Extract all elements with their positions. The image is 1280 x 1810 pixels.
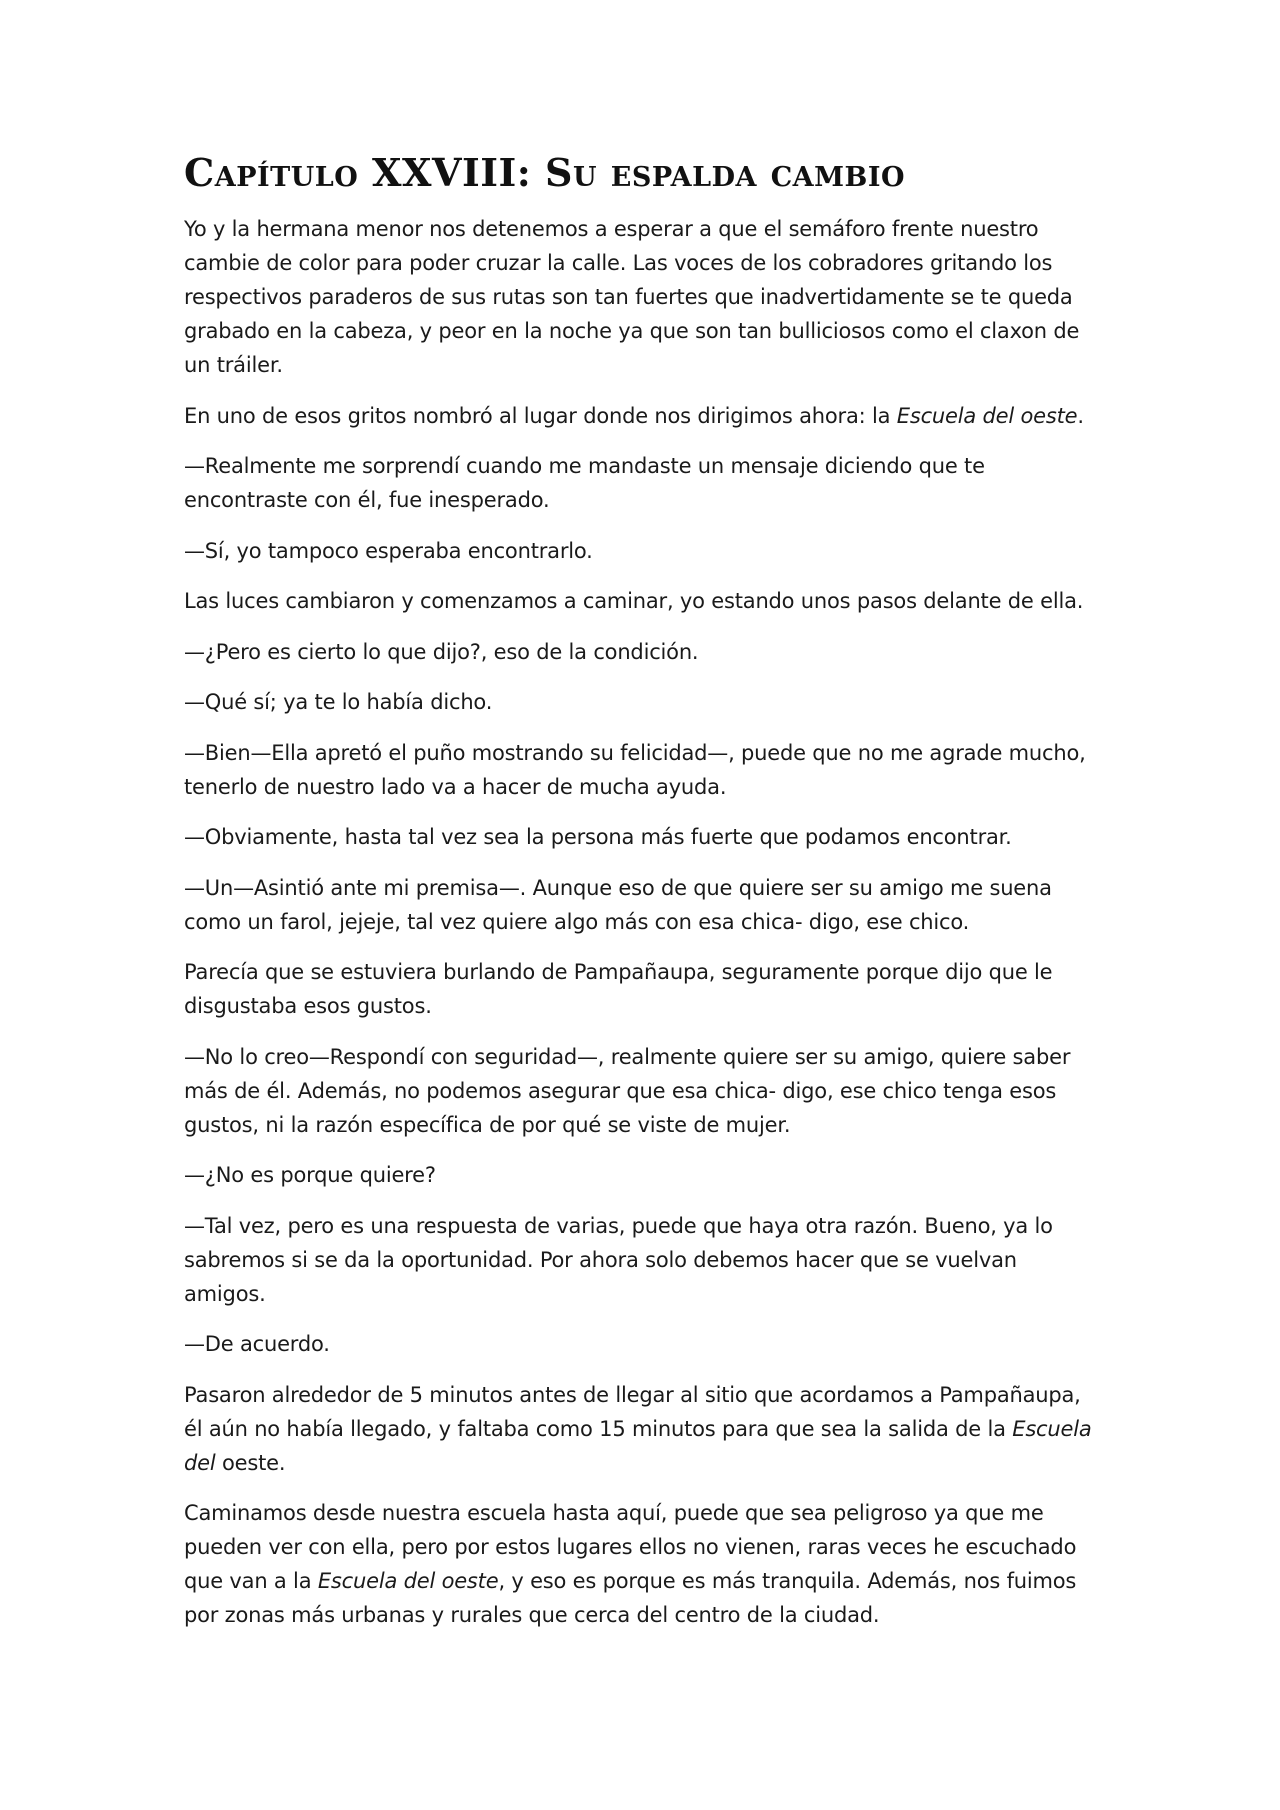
paragraph [184, 399, 1096, 433]
italic-text: Escuela del [184, 1416, 1092, 1475]
text-run: —Realmente me sorprendí cuando me mandaste un mensaje diciendo que te encontraste con él, fue inesperado. [184, 454, 985, 512]
text-run: —¿Pero es cierto lo que dijo?, eso de la condición. [184, 639, 699, 664]
text-run: —Qué sí; ya te lo había dicho. [184, 690, 493, 714]
chapter-body [184, 212, 1096, 1632]
text-run: —Bien—Ella apretó el puño mostrando su felicidad—, puede que no me agrade mucho, tenerlo de nuestro lado va a hacer de mucha ayuda. [184, 740, 1086, 799]
text-run: . [1077, 403, 1084, 428]
paragraph [184, 1040, 1096, 1142]
paragraph [184, 871, 1096, 939]
text-run: —De acuerdo. [184, 1332, 330, 1356]
text-run: —No lo creo—Respondí con seguridad—, realmente quiere ser su amigo, quiere saber más de él. Además, no podemos asegurar que esa chica- digo, ese chico tenga esos gustos, ni la razón específica de por qué se viste de mujer. [184, 1044, 1071, 1137]
italic-text: Escuela del oeste [317, 1569, 499, 1593]
paragraph [184, 212, 1096, 382]
paragraph [184, 820, 1096, 854]
paragraph [184, 534, 1096, 568]
paragraph [184, 736, 1096, 804]
text-run: oeste. [215, 1450, 286, 1475]
text-run: —Obviamente, hasta tal vez sea la persona más fuerte que podamos encontrar. [184, 825, 1012, 849]
text-run: Parecía que se estuviera burlando de Pampañaupa, seguramente porque dijo que le disgustaba esos gustos. [184, 960, 1053, 1018]
paragraph [184, 449, 1096, 517]
paragraph [184, 584, 1096, 618]
text-run: Yo y la hermana menor nos detenemos a esperar a que el semáforo frente nuestro cambie de color para poder cruzar la calle. Las voces de los cobradores gritando los respectivos paraderos de sus rutas son tan fuertes que inadvertidamente se te queda grabado en la cabeza, y peor en la noche ya que son tan bulliciosos como el claxon de un tráiler. [184, 217, 1080, 377]
text-run: , y eso es porque es más tranquila. Además, nos fuimos por zonas más urbanas y rurales que cerca del centro de la ciudad. [184, 1569, 1077, 1627]
text-run: —Tal vez, pero es una respuesta de varias, puede que haya otra razón. Bueno, ya lo sabremos si se da la oportunidad. Por ahora solo debemos hacer que se vuelvan amigos. [184, 1213, 1053, 1306]
text-run: —Sí, yo tampoco esperaba encontrarlo. [184, 538, 593, 563]
paragraph [184, 685, 1096, 719]
text-run: —¿No es porque quiere? [184, 1163, 436, 1187]
text-run: Caminamos desde nuestra escuela hasta aquí, puede que sea peligroso ya que me pueden ver con ella, pero por estos lugares ellos no vienen, raras veces he escuchado que van a la [184, 1501, 1077, 1593]
chapter-title: Capítulo XXVIII: Su espalda cambio [184, 150, 905, 195]
paragraph [184, 1158, 1096, 1192]
italic-text: Escuela del oeste [896, 403, 1078, 428]
paragraph [184, 955, 1096, 1023]
paragraph [184, 1496, 1096, 1632]
paragraph [184, 1327, 1096, 1361]
document-page [184, 150, 1096, 1649]
text-run: —Un—Asintió ante mi premisa—. Aunque eso de que quiere ser su amigo me suena como un farol, jejeje, tal vez quiere algo más con esa chica- digo, ese chico. [184, 875, 1052, 934]
paragraph [184, 1378, 1096, 1480]
text-run: Pasaron alrededor de 5 minutos antes de llegar al sitio que acordamos a Pampañaupa, él aún no había llegado, y faltaba como 15 minutos para que sea la salida de la [184, 1382, 1081, 1441]
paragraph [184, 635, 1096, 669]
paragraph [184, 1209, 1096, 1311]
text-run: Las luces cambiaron y comenzamos a caminar, yo estando unos pasos delante de ella. [184, 589, 1084, 613]
text-run: En uno de esos gritos nombró al lugar donde nos dirigimos ahora: la [184, 403, 897, 428]
